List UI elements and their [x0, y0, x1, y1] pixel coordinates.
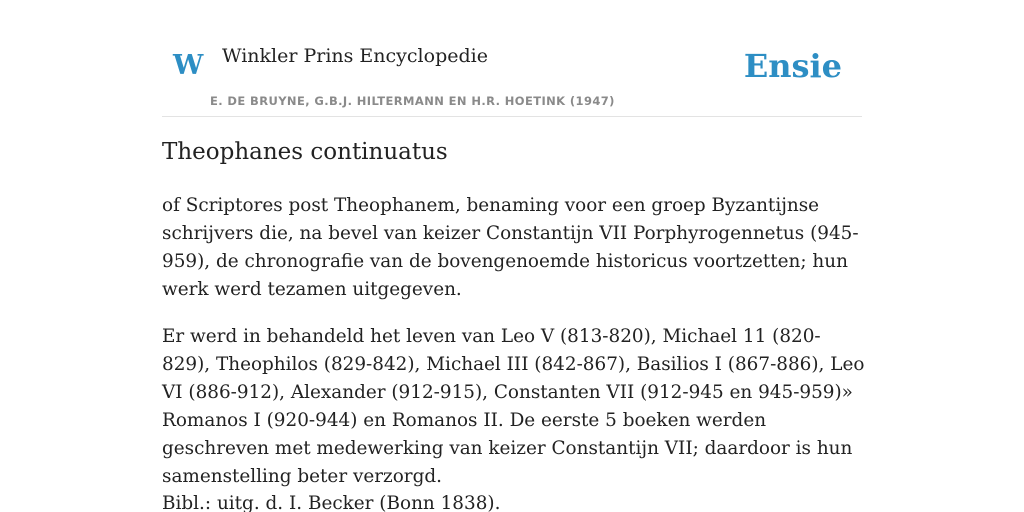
publication-authors: E. DE BRUYNE, G.B.J. HILTERMANN EN H.R. HOETINK (1947)	[210, 94, 615, 108]
article-title: Theophanes continuatus	[162, 139, 448, 165]
article-paragraph-2: Er werd in behandeld het leven van Leo V (813-820), Michael 11 (820-829), Theophilos (829-842), Michael III (842-867), Basilios I (867-886), Leo VI (886-912), Alexander (912-915), Constanten VII (912-945 en 945-959)» Romanos I (920-944) en Romanos II. De eerste 5 boeken werden geschreven met medewerking van keizer Constantijn VII; daardoor is hun samenstelling beter verzorgd.	[162, 326, 865, 487]
ensie-logo-link[interactable]: Ensie	[743, 47, 842, 85]
page	[162, 0, 865, 512]
article-paragraph-1: of Scriptores post Theophanem, benaming voor een groep Byzantijnse schrijvers die, na bevel van keizer Constantijn VII Porphyrogennetus (945-959), de chronografie van de bovengenoemde historicus voortzetten; hun werk werd tezamen uitgegeven.	[162, 195, 859, 300]
article-bibliography: Bibl.: uitg. d. I. Becker (Bonn 1838).	[162, 493, 501, 512]
winkler-prins-logo-icon[interactable]: W	[173, 50, 204, 81]
header	[162, 0, 862, 117]
publication-title[interactable]: Winkler Prins Encyclopedie	[222, 45, 488, 67]
